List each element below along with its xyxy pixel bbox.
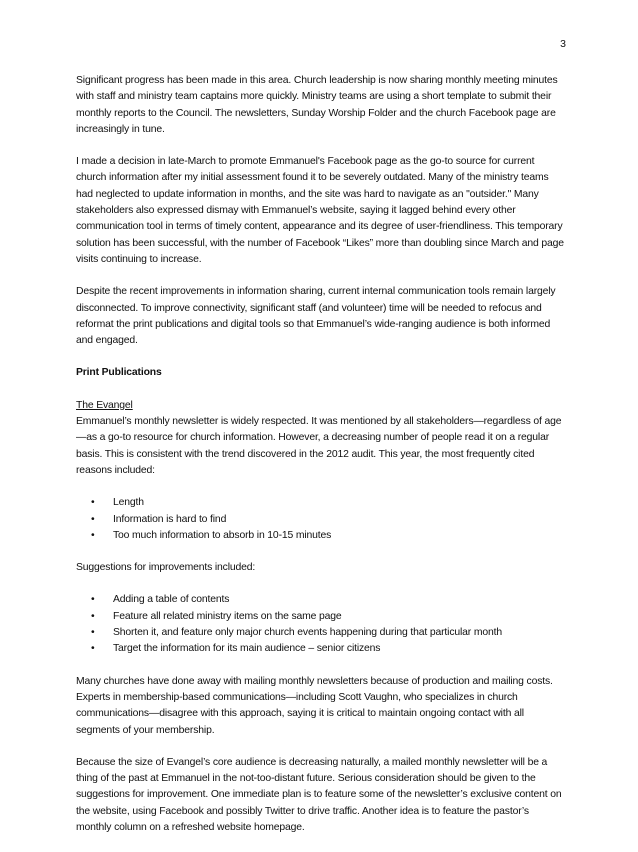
page-number: 3: [560, 38, 566, 50]
paragraph-evangel-description: Emmanuel’s monthly newsletter is widely respected. It was mentioned by all stakeholders—regardless of age—as a go-to resource for church information. However, a decreasing number of people read it on a regular basis. This is consistent with the trend discovered in the 2012 audit. This year, the most frequently cited reasons included:: [76, 416, 562, 476]
list-item: • Target the information for its main audience – senior citizens: [76, 641, 566, 657]
bullet-icon: •: [91, 643, 95, 655]
list-item: • Too much information to absorb in 10-15 minutes: [76, 528, 566, 544]
subheading-the-evangel: The Evangel: [76, 399, 133, 411]
section-heading-print-publications: Print Publications: [76, 367, 162, 379]
bullet-icon: •: [91, 610, 95, 622]
paragraph-mailing-newsletters: Many churches have done away with mailing monthly newsletters because of production and mailing costs. Experts in membership-based communications—including Scott Vaughn, who specializes in church communications—disagree with this approach, saying it is critical to maintain ongoing contact with all segments of your membership.: [76, 675, 553, 736]
list-item: • Feature all related ministry items on the same page: [76, 609, 566, 625]
document-body: [76, 73, 566, 852]
evangel-section: [76, 398, 566, 479]
list-item: • Adding a table of contents: [76, 592, 566, 608]
paragraph-evangel-future: Because the size of Evangel’s core audience is decreasing naturally, a mailed monthly newsletter will be a thing of the past at Emmanuel in the not-too-distant future. Serious consideration should be given to the suggestions for improvement. One immediate plan is to feature some of the newsletter’s exclusive content on the website, using Facebook and possibly Twitter to drive traffic. Another idea is to feature the pastor’s monthly column on a refreshed website homepage.: [76, 756, 562, 833]
bullet-icon: •: [91, 594, 95, 606]
list-item: • Shorten it, and feature only major church events happening during that particular month: [76, 625, 566, 641]
bullet-icon: •: [91, 497, 95, 509]
paragraph-improvements: Despite the recent improvements in information sharing, current internal communication tools remain largely disconnected. To improve connectivity, significant staff (and volunteer) time will be needed to refocus and reformat the print publications and digital tools so that Emmanuel’s wide-ranging audience is both informed and engaged.: [76, 286, 556, 347]
suggestions-list: [76, 592, 566, 657]
bullet-icon: •: [91, 529, 95, 541]
paragraph-suggestions-intro: Suggestions for improvements included:: [76, 562, 256, 574]
list-item: • Length: [76, 495, 566, 511]
bullet-icon: •: [91, 627, 95, 639]
reasons-list: [76, 495, 566, 544]
list-item: • Information is hard to find: [76, 512, 566, 528]
paragraph-facebook-decision: I made a decision in late-March to promote Emmanuel's Facebook page as the go-to source for current church information after my initial assessment found it to be severely outdated. Many of the ministry teams had neglected to update information in months, and the site was hard to navigate as an "outsider." Many stakeholders also expressed dismay with Emmanuel’s website, saying it lagged behind every other communication tool in terms of timely content, appearance and its degree of user-friendliness. This temporary solution has been successful, with the number of Facebook “Likes” more than doubling since March and page visits continuing to increase.: [76, 156, 564, 265]
paragraph-progress: Significant progress has been made in this area. Church leadership is now sharing monthly meeting minutes with staff and ministry team captains more quickly. Ministry teams are using a short template to submit their monthly reports to the Council. The newsletters, Sunday Worship Folder and the church Facebook page are increasingly in tune.: [76, 75, 558, 135]
bullet-icon: •: [91, 513, 95, 525]
